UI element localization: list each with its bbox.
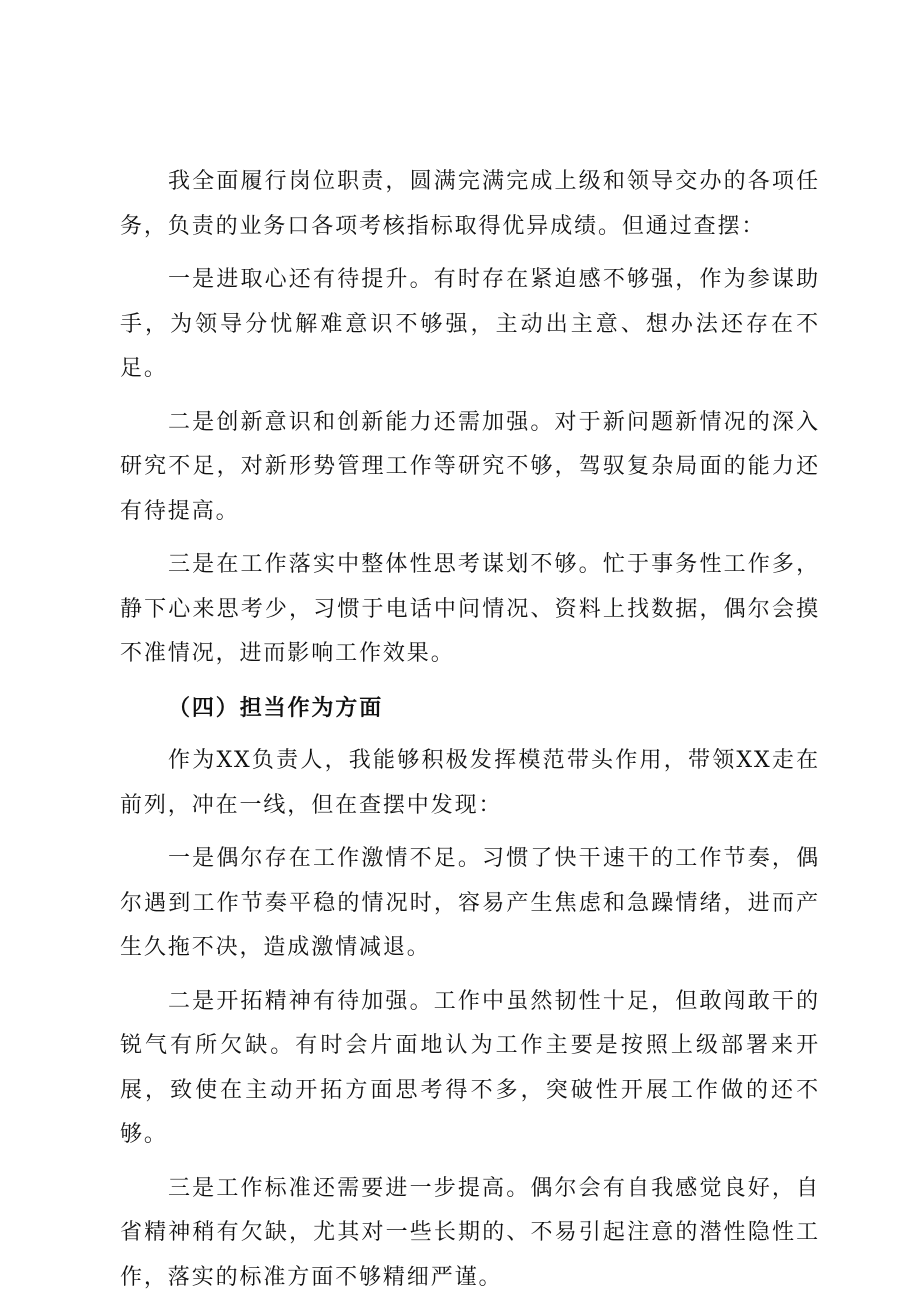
paragraph-intro: 我全面履行岗位职责，圆满完满完成上级和领导交办的各项任务，负责的业务口各项考核指标取得优异成绩。但通过查摆： (120, 169, 820, 239)
paragraph-section-item-3: 三是工作标准还需要进一步提高。偶尔会有自我感觉良好，自省精神稍有欠缺，尤其对一些长期的、不易引起注意的潜性隐性工作，落实的标准方面不够精细严谨。 (120, 1175, 820, 1290)
paragraph-section-intro: 作为XX负责人，我能够积极发挥模范带头作用，带领XX走在前列，冲在一线，但在查摆中发现： (120, 748, 820, 818)
paragraph-section-item-1: 一是偶尔存在工作激情不足。习惯了快干速干的工作节奏，偶尔遇到工作节奏平稳的情况时，容易产生焦虑和急躁情绪，进而产生久拖不决，造成激情减退。 (120, 846, 820, 960)
paragraph-item-2: 二是创新意识和创新能力还需加强。对于新问题新情况的深入研究不足，对新形势管理工作等研究不够，驾驭复杂局面的能力还有待提高。 (120, 409, 820, 524)
section-heading: （四）担当作为方面 (168, 694, 384, 721)
paragraph-item-1: 一是进取心还有待提升。有时存在紧迫感不够强，作为参谋助手，为领导分忧解难意识不够强，主动出主意、想办法还存在不足。 (120, 267, 820, 381)
document-body (120, 160, 820, 1309)
paragraph-section-item-2: 二是开拓精神有待加强。工作中虽然韧性十足，但敢闯敢干的锐气有所欠缺。有时会片面地认为工作主要是按照上级部署来开展，致使在主动开拓方面思考得不多，突破性开展工作做的还不够。 (120, 988, 820, 1147)
paragraph-item-3: 三是在工作落实中整体性思考谋划不够。忙于事务性工作多，静下心来思考少，习惯于电话中问情况、资料上找数据，偶尔会摸不准情况，进而影响工作效果。 (120, 552, 820, 666)
